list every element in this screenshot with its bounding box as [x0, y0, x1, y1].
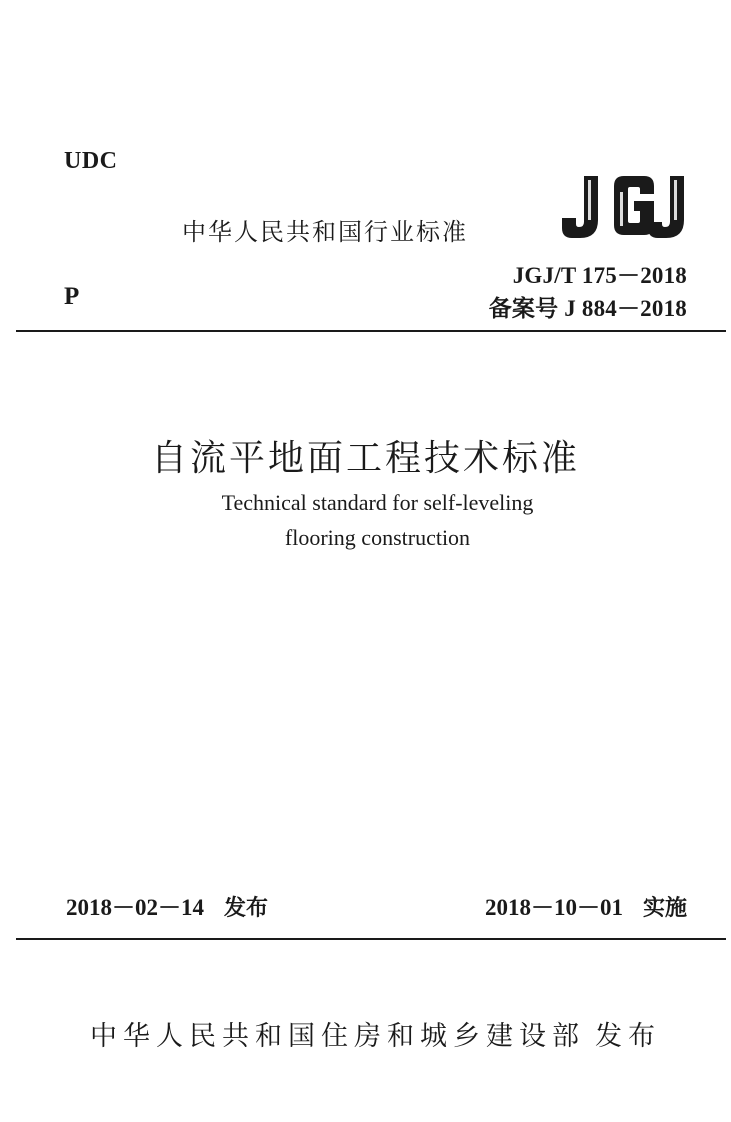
- title-english-line2: flooring construction: [284, 525, 471, 550]
- ministry-issue-word: 发布: [595, 1021, 661, 1052]
- footer-divider: [16, 938, 726, 940]
- implement-date-block: [485, 889, 687, 922]
- jgj-logo: [562, 170, 692, 242]
- title-chinese: 自流平地面工程技术标准: [150, 438, 580, 478]
- implement-word: 实施: [642, 896, 687, 921]
- standard-code: JGJ/T 175－2018: [512, 263, 687, 288]
- issuing-ministry: 中华人民共和国住房和城乡建设部: [90, 1021, 585, 1052]
- header-divider: [16, 330, 726, 332]
- issue-date-block: [66, 889, 268, 922]
- title-english-line1: Technical standard for self-leveling: [221, 490, 534, 515]
- implement-date: 2018－10－01: [484, 895, 623, 920]
- issue-word: 发布: [224, 896, 269, 921]
- udc-label: UDC: [64, 148, 118, 174]
- issue-date: 2018－02－14: [66, 895, 204, 920]
- industry-standard-label: 中华人民共和国行业标准: [182, 218, 468, 246]
- classification-code: P: [64, 283, 80, 310]
- record-number: 备案号 J 884－2018: [488, 296, 687, 321]
